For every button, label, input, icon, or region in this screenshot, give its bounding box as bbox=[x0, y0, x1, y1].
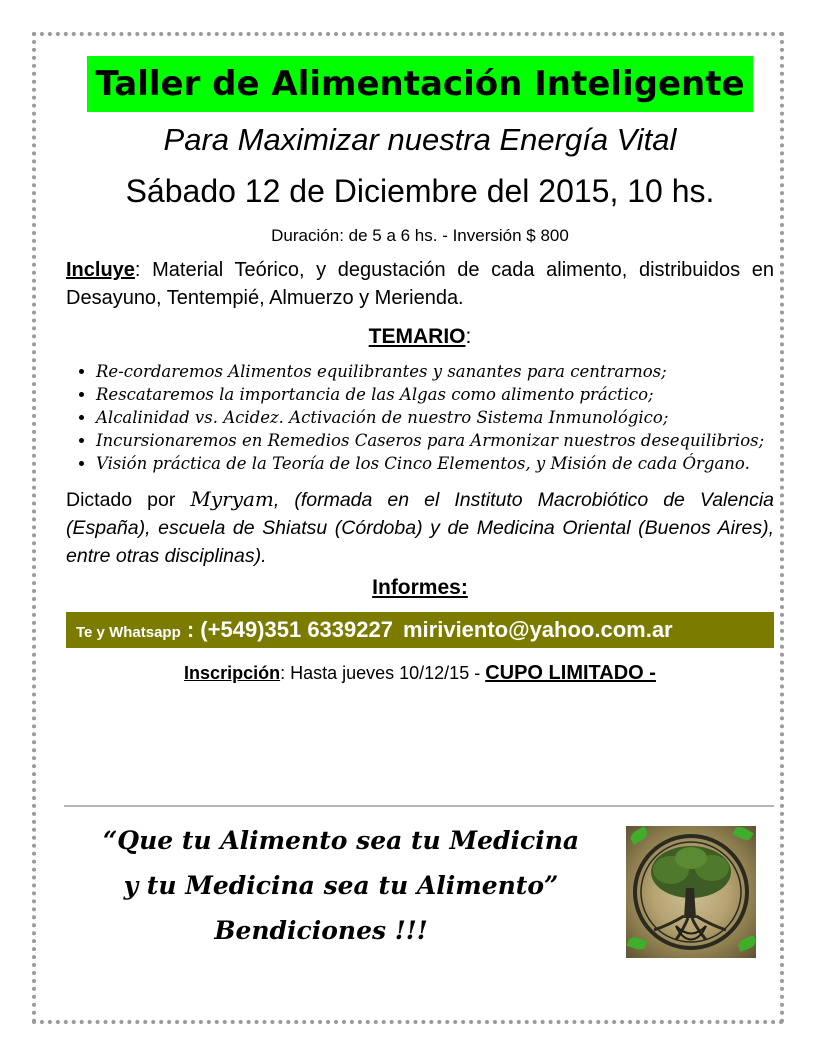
topics-list bbox=[66, 360, 774, 475]
informes-heading: Informes: bbox=[372, 576, 468, 599]
instructor-prefix: Dictado por bbox=[66, 489, 191, 511]
flyer-content bbox=[66, 56, 774, 686]
page-title: Taller de Alimentación Inteligente bbox=[87, 56, 752, 112]
instructor-paragraph bbox=[66, 485, 774, 570]
list-item: • Visión práctica de la Teoría de los Cinco Elementos, y Misión de cada Órgano. bbox=[96, 452, 774, 475]
quote-line-1: “Que tu Alimento sea tu Medicina bbox=[102, 826, 580, 855]
registration-label: Inscripción bbox=[184, 663, 281, 683]
tree-of-life-drawing bbox=[626, 826, 756, 958]
title-wrap bbox=[66, 56, 774, 112]
temario-label: TEMARIO bbox=[368, 325, 466, 348]
list-item: • Rescataremos la importancia de las Algas como alimento práctico; bbox=[96, 383, 774, 406]
quote-line-2: y tu Medicina sea tu Alimento” bbox=[123, 871, 559, 900]
includes-paragraph bbox=[66, 256, 774, 312]
limited-spots: CUPO LIMITADO - bbox=[485, 662, 656, 684]
contact-label: Te y Whatsapp bbox=[76, 624, 181, 641]
list-item: • Alcalinidad vs. Acidez. Activación de nuestro Sistema Inmunológico; bbox=[96, 406, 774, 429]
temario-suffix: : bbox=[465, 325, 472, 348]
contact-bar bbox=[66, 612, 774, 648]
divider bbox=[64, 805, 774, 807]
list-item: • Incursionaremos en Remedios Caseros para Armonizar nuestros desequilibrios; bbox=[96, 429, 774, 452]
list-item: • Re-cordaremos Alimentos equilibrantes y sanantes para centrarnos; bbox=[96, 360, 774, 383]
duration-price: Duración: de 5 a 6 hs. - Inversión $ 800 bbox=[271, 226, 569, 245]
includes-text: : Material Teórico, y degustación de cada alimento, distribuidos en Desayuno, Tentempié, Almuerzo y Merienda. bbox=[66, 259, 774, 309]
event-date: Sábado 12 de Diciembre del 2015, 10 hs. bbox=[125, 173, 715, 209]
email-link[interactable]: miriviento@yahoo.com.ar bbox=[402, 617, 673, 642]
instructor-name: Myryam bbox=[190, 487, 274, 511]
registration-line bbox=[66, 660, 774, 686]
tree-of-life-icon bbox=[626, 826, 756, 958]
subtitle: Para Maximizar nuestra Energía Vital bbox=[163, 122, 677, 157]
registration-text: : Hasta jueves 10/12/15 - bbox=[280, 663, 486, 683]
instructor-credentials: , (formada en el Instituto Macrobiótico de Valencia (España), escuela de Shiatsu (Córdoba) y de Medicina Oriental (Buenos Aires), entre otras disciplinas). bbox=[66, 489, 774, 567]
temario-heading bbox=[66, 322, 774, 352]
phone-number[interactable]: : (+549)351 6339227 bbox=[180, 617, 393, 642]
blessing: Bendiciones !!! bbox=[214, 916, 428, 945]
includes-label: Incluye bbox=[66, 259, 135, 281]
quote bbox=[66, 818, 616, 908]
